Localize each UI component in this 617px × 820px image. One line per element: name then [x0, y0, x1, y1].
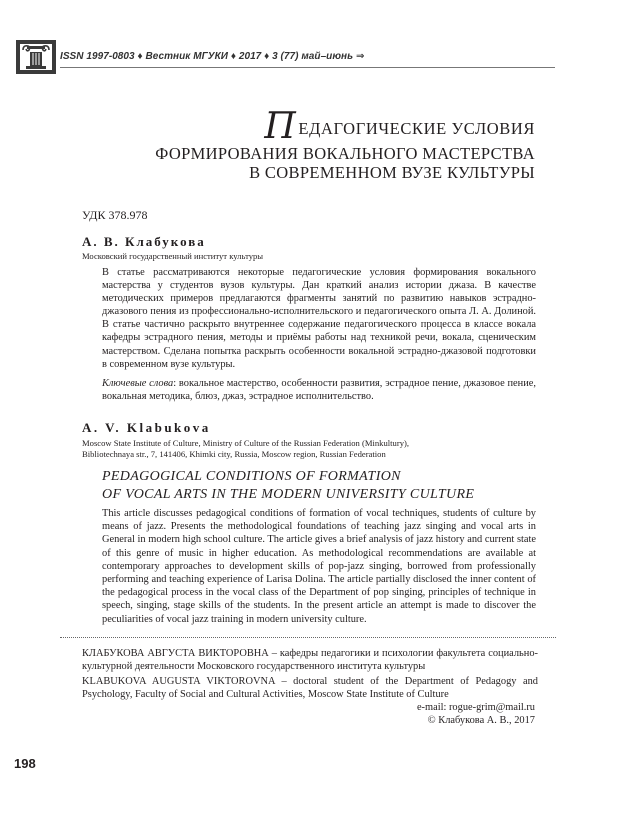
author-name-en: A. V. Klabukova [82, 420, 211, 435]
page-number: 198 [14, 756, 36, 771]
affiliation-en-line-1: Moscow State Institute of Culture, Ministry of Culture of the Russian Federation (Minkultury), [82, 438, 409, 448]
author-bio-ru: КЛАБУКОВА АВГУСТА ВИКТОРОВНА – кафедры педагогики и психологии факультета социально-культурной деятельности Московского государственного института культуры [82, 648, 538, 673]
abstract-ru [102, 266, 536, 403]
copyright: © Клабукова А. В., 2017 [427, 714, 535, 726]
abstract-ru-text: В статье рассматриваются некоторые педагогические условия формирования вокального мастерства у студентов вузов культуры. Дан краткий анализ истории джаза. В качестве методических примеров предлагаются фрагменты занятий по развитию навыков эстрадно-джазового пения из профессионально-исполнительского и педагогического опыта Л. А. Долиной. В статье частично раскрыто внутреннее содержание педагогического процесса в классе вокала кафедры эстрадного пения, методы и приёмы работы над техникой речи, вокала, сценическим мастерством. Сделана попытка раскрыть особенности вокальной эстрадно-джазовой подготовки в современном вузе культуры. [102, 267, 536, 370]
author-contact [417, 702, 535, 728]
author-affiliation-en [82, 438, 409, 460]
title-line-1-text: ЕДАГОГИЧЕСКИЕ УСЛОВИЯ [298, 119, 535, 138]
author-bio-en: KLABUKOVA AUGUSTA VIKTOROVNA – doctoral student of the Department of Pedagogy and Psychology, Faculty of Social and Cultural Activities, Moscow State Institute of Culture [82, 676, 538, 701]
title-en-line-2: OF VOCAL ARTS IN THE MODERN UNIVERSITY CULTURE [102, 487, 475, 502]
author-name-ru: А. В. Клабукова [82, 234, 206, 249]
title-dropcap: П [264, 106, 297, 147]
author-affiliation-ru: Московский государственный институт культуры [82, 251, 264, 261]
keywords-ru [102, 377, 536, 403]
udk-code: УДК 378.978 [82, 208, 148, 222]
author-email: e-mail: rogue-grim@mail.ru [416, 702, 535, 713]
keywords-ru-label: Ключевые слова [102, 377, 174, 389]
abstract-en [102, 507, 536, 626]
title-line-1 [150, 106, 535, 147]
dotted-divider [60, 637, 556, 638]
article-title-ru [150, 106, 535, 182]
column-capital-icon [16, 40, 56, 74]
article-title-en [102, 468, 474, 504]
title-en-line-1: PEDAGOGICAL CONDITIONS OF FORMATION [102, 469, 401, 484]
title-line-2: ФОРМИРОВАНИЯ ВОКАЛЬНОГО МАСТЕРСТВА [155, 144, 535, 163]
title-line-3: В СОВРЕМЕННОМ ВУЗЕ КУЛЬТУРЫ [249, 163, 535, 182]
affiliation-en-line-2: Bibliotechnaya str., 7, 141406, Khimki city, Russia, Moscow region, Russian Federation [82, 449, 386, 459]
abstract-en-text: This article discusses pedagogical conditions of formation of vocal techniques, students of culture by means of jazz. Presents the methodological foundations of teaching jazz singing and vocal arts in General in modern high school culture. The article gives a brief analysis of jazz history and current state of this genre of music in higher education. As methodological recommendations are available at contemporary approaches to development skills of pop-jazz singing, borrowed from professionally performing and teaching experience of Larisa Dolina. The article partially disclosed the inner content of the pedagogical process in the vocal class of the Department of pop singing, principles of technique in speech, singing, stage skills of the students. In the present article an attempt is made to discover the peculiarities of vocal jazz training in modern university culture. [102, 508, 536, 625]
header-rule [60, 67, 555, 68]
journal-header: ISSN 1997-0803 ♦ Вестник МГУКИ ♦ 2017 ♦ 3 (77) май–июнь ⇒ [60, 51, 365, 62]
keywords-ru-text: : вокальное мастерство, особенности развития, эстрадное пение, джазовое пение, вокальная методика, блюз, джаз, эстрадное исполнительство. [102, 377, 537, 402]
